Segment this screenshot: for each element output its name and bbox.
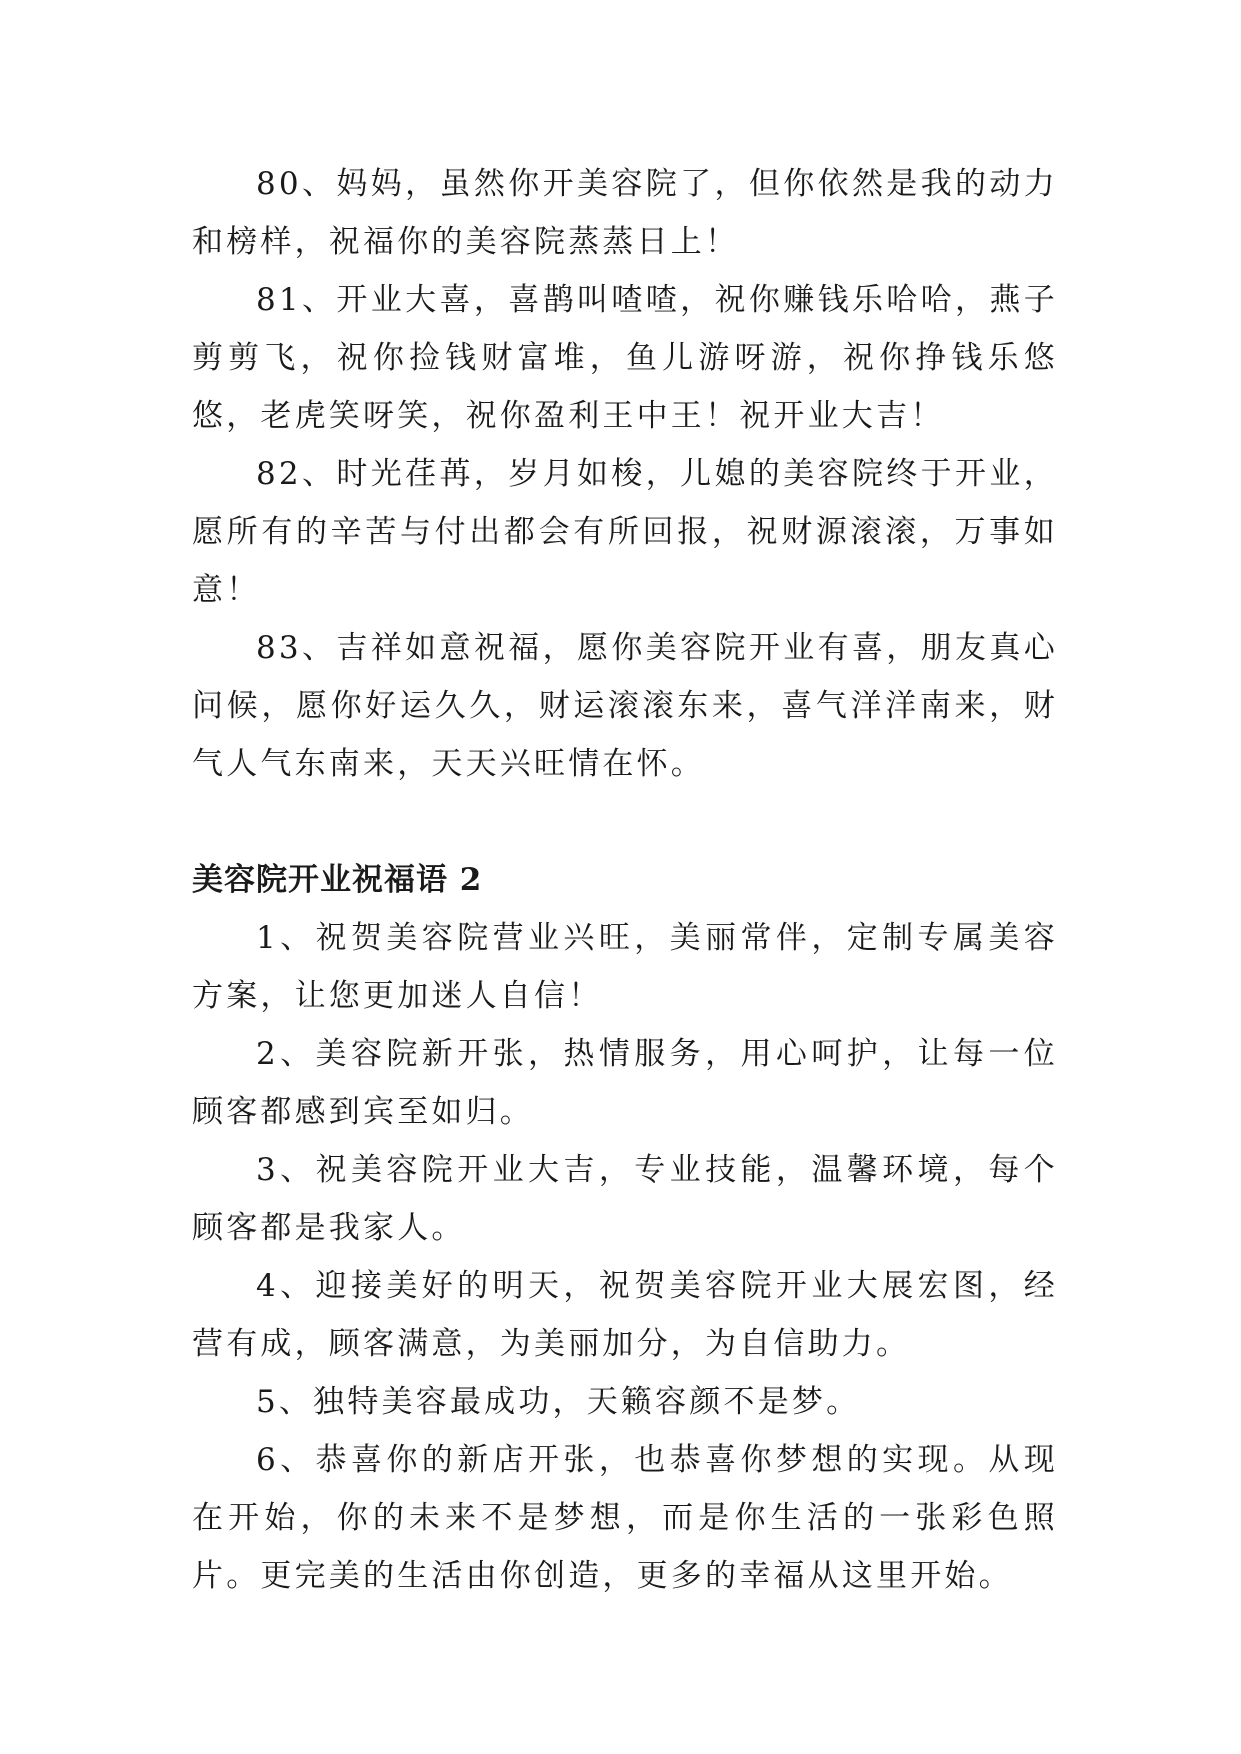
paragraph-3: 3、祝美容院开业大吉，专业技能，温馨环境，每个顾客都是我家人。 — [192, 1152, 1058, 1246]
paragraph-5: 5、独特美容最成功，天籁容颜不是梦。 — [256, 1384, 861, 1420]
section-heading: 美容院开业祝福语 2 — [192, 862, 483, 898]
paragraph-82: 82、时光荏苒，岁月如梭，儿媳的美容院终于开业，愿所有的辛苦与付出都会有所回报，祝财源滚滚，万事如意！ — [192, 456, 1058, 608]
paragraph-2: 2、美容院新开张，热情服务，用心呵护，让每一位顾客都感到宾至如归。 — [192, 1036, 1058, 1130]
paragraph-4: 4、迎接美好的明天，祝贺美容院开业大展宏图，经营有成，顾客满意，为美丽加分，为自信助力。 — [192, 1268, 1058, 1362]
section-spacer — [192, 793, 1058, 851]
paragraph-80: 80、妈妈，虽然你开美容院了，但你依然是我的动力和榜样，祝福你的美容院蒸蒸日上！ — [192, 166, 1058, 260]
document-body — [192, 155, 1058, 1605]
paragraph-81: 81、开业大喜，喜鹊叫喳喳，祝你赚钱乐哈哈，燕子剪剪飞，祝你捡钱财富堆，鱼儿游呀游，祝你挣钱乐悠悠，老虎笑呀笑，祝你盈利王中王！祝开业大吉！ — [192, 282, 1058, 434]
paragraph-6: 6、恭喜你的新店开张，也恭喜你梦想的实现。从现在开始，你的未来不是梦想，而是你生活的一张彩色照片。更完美的生活由你创造，更多的幸福从这里开始。 — [192, 1442, 1058, 1594]
paragraph-1: 1、祝贺美容院营业兴旺，美丽常伴，定制专属美容方案，让您更加迷人自信！ — [192, 920, 1058, 1014]
paragraph-83: 83、吉祥如意祝福，愿你美容院开业有喜，朋友真心问候，愿你好运久久，财运滚滚东来，喜气洋洋南来，财气人气东南来，天天兴旺情在怀。 — [192, 630, 1058, 782]
